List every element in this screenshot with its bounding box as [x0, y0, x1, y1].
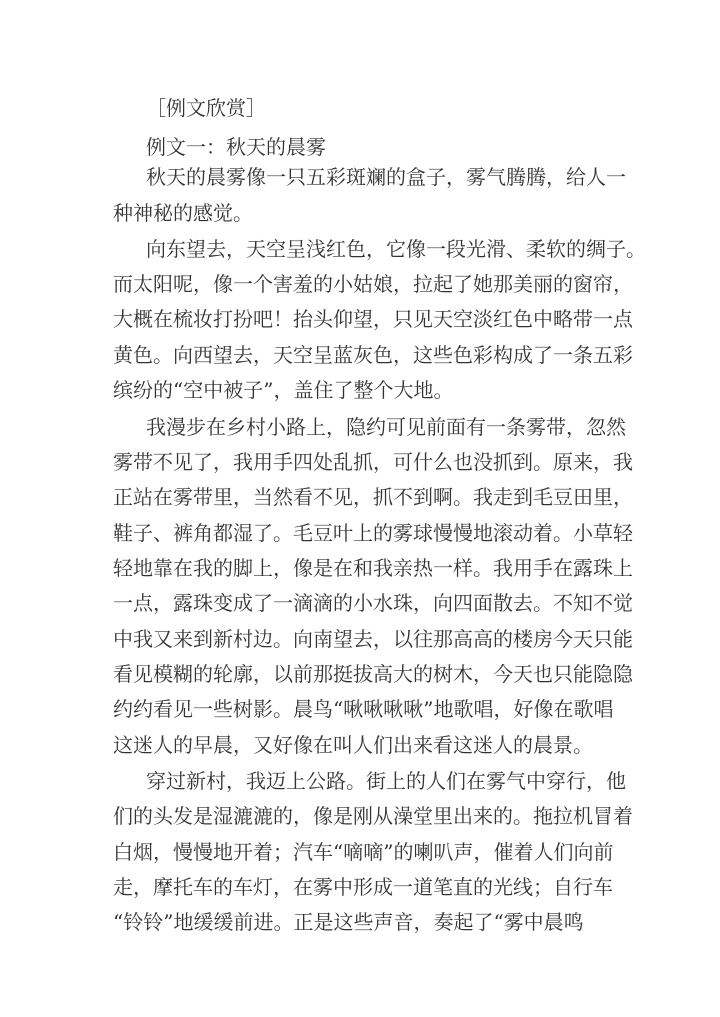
paragraph-3-line-5: 轻地靠在我的脚上，像是在和我亲热一样。我用手在露珠上 [113, 556, 633, 580]
paragraph-3-line-6: 一点，露珠变成了一滴滴的小水珠，向四面散去。不知不觉 [113, 591, 633, 615]
paragraph-2-line-3: 大概在梳妆打扮吧！抬头仰望，只见天空淡红色中略带一点 [113, 307, 633, 331]
paragraph-4-line-5: “铃铃”地缓缓前进。正是这些声音，奏起了“雾中晨鸣 [113, 910, 584, 934]
paragraph-4-line-4: 走，摩托车的车灯，在雾中形成一道笔直的光线；自行车 [113, 875, 613, 899]
paragraph-3-line-4: 鞋子、裤角都湿了。毛豆叶上的雾球慢慢地滚动着。小草轻 [113, 521, 633, 545]
paragraph-3-line-3: 正站在雾带里，当然看不见，抓不到啊。我走到毛豆田里， [113, 485, 633, 509]
section-heading: ［例文欣赏］ [146, 96, 266, 120]
paragraph-3-line-8: 看见模糊的轮廓，以前那挺拔高大的树木，今天也只能隐隐 [113, 662, 633, 686]
paragraph-2-line-1: 向东望去，天空呈浅红色，它像一段光滑、柔软的绸子。 [146, 237, 646, 261]
paragraph-3-line-10: 这迷人的早晨，又好像在叫人们出来看这迷人的晨景。 [113, 733, 593, 757]
paragraph-4-line-2: 们的头发是湿漉漉的，像是刚从澡堂里出来的。拖拉机冒着 [113, 804, 633, 828]
paragraph-4-line-1: 穿过新村，我迈上公路。街上的人们在雾气中穿行，他 [146, 769, 626, 793]
paragraph-1-line-1: 秋天的晨雾像一只五彩斑斓的盒子，雾气腾腾，给人一 [146, 165, 626, 189]
paragraph-3-line-1: 我漫步在乡村小路上，隐约可见前面有一条雾带，忽然 [146, 415, 626, 439]
paragraph-3-line-9: 约约看见一些树影。晨鸟“啾啾啾啾”地歌唱，好像在歌唱 [113, 697, 614, 721]
paragraph-1-line-2: 种神秘的感觉。 [113, 201, 253, 225]
essay-title: 例文一：秋天的晨雾 [146, 135, 326, 159]
paragraph-2-line-4: 黄色。向西望去，天空呈蓝灰色，这些色彩构成了一条五彩 [113, 343, 633, 367]
paragraph-3-line-2: 雾带不见了，我用手四处乱抓，可什么也没抓到。原来，我 [113, 450, 633, 474]
paragraph-4-line-3: 白烟，慢慢地开着；汽车“嘀嘀”的喇叭声，催着人们向前 [113, 840, 614, 864]
paragraph-2-line-5: 缤纷的“空中被子”，盖住了整个大地。 [113, 378, 454, 402]
paragraph-2-line-2: 而太阳呢，像一个害羞的小姑娘，拉起了她那美丽的窗帘， [113, 272, 633, 296]
paragraph-3-line-7: 中我又来到新村边。向南望去，以往那高高的楼房今天只能 [113, 627, 633, 651]
